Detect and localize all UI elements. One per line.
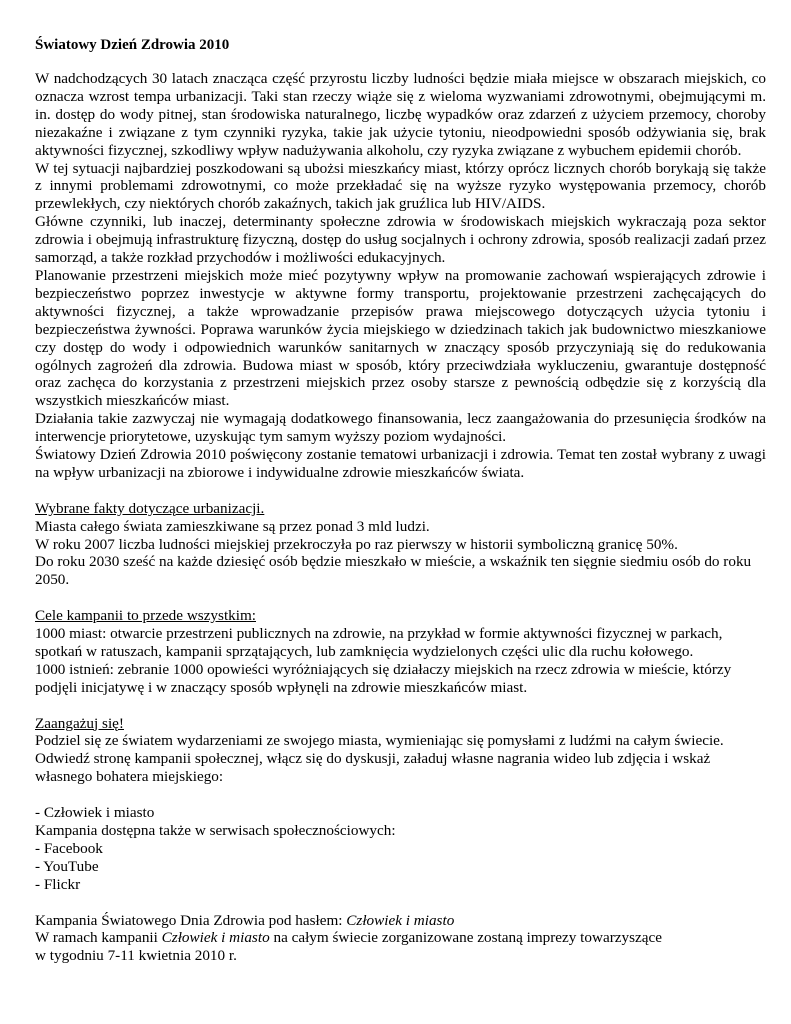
spacer — [35, 482, 766, 500]
closing-prefix: W ramach kampanii — [35, 929, 162, 947]
closing-prefix: Kampania Światowego Dnia Zdrowia pod hasłem: — [35, 911, 347, 929]
social-item-youtube: - YouTube — [35, 857, 99, 875]
closing-line-slogan — [35, 912, 766, 930]
goal-item: 1000 miast: otwarcie przestrzeni publicznych na zdrowie, na przykład w formie aktywności fizycznej w parkach, spotkań w ratuszach, kampanii sprzątających, lub zamknięcia wydzielonych części ulic dla ruchu kołowego. — [35, 625, 723, 660]
spacer — [35, 697, 766, 715]
closing-suffix: na całym świecie zorganizowane zostaną imprezy towarzyszące — [269, 929, 662, 947]
document-title: Światowy Dzień Zdrowia 2010 — [35, 37, 230, 53]
paragraph-world-health-day: Światowy Dzień Zdrowia 2010 poświęcony zostanie tematowi urbanizacji i zdrowia. Temat ten został wybrany z uwagi na wpływ urbanizacji na zbiorowe i indywidualne zdrowie mieszkańców świata. — [35, 446, 766, 481]
engage-text: Podziel się ze światem wydarzeniami ze swojego miasta, wymieniając się pomysłami z ludźmi na całym świecie. Odwiedź stronę kampanii społecznej, włącz się do dyskusji, załaduj własne nagrania wideo lub zdjęcia i wskaż własnego bohatera miejskiego: — [35, 732, 724, 786]
social-item-flickr: - Flickr — [35, 875, 81, 893]
closing-line-dates: w tygodniu 7-11 kwietnia 2010 r. — [35, 947, 237, 965]
spacer — [35, 894, 766, 912]
spacer — [35, 786, 766, 804]
engage-heading: Zaangażuj się! — [35, 714, 124, 732]
slogan-text: Człowiek i miasto — [346, 911, 455, 929]
paragraph-urban-planning: Planowanie przestrzeni miejskich może mieć pozytywny wpływ na promowanie zachowań wspierających zdrowie i bezpieczeństwo poprzez inwestycje w aktywne formy transportu, projektowanie przestrzeni zachęcających do aktywności fizycznej, a także wprowadzanie przepisów prawa miejscowego dotyczących użycia tytoniu i bezpieczeństwa żywności. Poprawa warunków życia miejskiego w dziedzinach takich jak budownictwo mieszkaniowe czy dostęp do wody i odpowiednich warunków sanitarnych w znaczący sposób przyczyniają się do redukowania ogólnych zagrożeń dla zdrowia. Budowa miast w sposób, który przeciwdziała wykluczeniu, gwarantuje dostępność oraz zachęca do korzystania z przestrzeni miejskich przez osoby starsze z pewnością odbędzie się z korzyścią dla wszystkich mieszkańców miast. — [35, 266, 766, 410]
campaign-link-item: - Człowiek i miasto — [35, 804, 155, 822]
spacer — [35, 589, 766, 607]
fact-item: W roku 2007 liczba ludności miejskiej przekroczyła po raz pierwszy w historii symboliczną granicę 50%. — [35, 535, 678, 553]
social-item-facebook: - Facebook — [35, 839, 103, 857]
paragraph-financing: Działania takie zazwyczaj nie wymagają dodatkowego finansowania, lecz zaangażowania do przesunięcia środków na interwencje priorytetowe, uzyskując tym samym wyższy poziom wydajności. — [35, 410, 766, 446]
fact-item: Miasta całego świata zamieszkiwane są przez ponad 3 mld ludzi. — [35, 517, 430, 535]
goal-item: 1000 istnień: zebranie 1000 opowieści wyróżniających się działaczy miejskich na rzecz zdrowia w mieście, którzy podjęli inicjatywę i w znaczący sposób wpłynęli na zdrowie mieszkańców miast. — [35, 660, 732, 696]
social-intro: Kampania dostępna także w serwisach społecznościowych: — [35, 822, 396, 839]
paragraph-poor-residents: W tej sytuacji najbardziej poszkodowani są ubożsi mieszkańcy miast, którzy oprócz licznych chorób borykają się także z innymi problemami zdrowotnymi, co może przekładać się na wyższe ryzyko występowania przemocy, chorób przewlekłych, czy niektórych chorób zakaźnych, takich jak gruźlica lub HIV/AIDS. — [35, 159, 766, 213]
goals-heading: Cele kampanii to przede wszystkim: — [35, 607, 257, 625]
paragraph-urbanization-intro: W nadchodzących 30 latach znacząca część przyrostu liczby ludności będzie miała miejsce w obszarach miejskich, co oznacza wzrost tempa urbanizacji. Taki stan rzeczy wiąże się z wieloma wyzwaniami zdrowotnymi, obejmującymi m. in. dostęp do wody pitnej, stan środowiska naturalnego, liczbę wypadków oraz zdarzeń z użyciem przemocy, choroby niezakaźne i związane z tym czynniki ryzyka, takie jak użycie tytoniu, nieodpowiedni sposób odżywiania się, brak aktywności fizycznej, szkodliwy wpływ nadużywania alkoholu, czy ryzyka związane z wybuchem epidemii chorób. — [35, 70, 766, 159]
document-page — [35, 36, 766, 965]
slogan-text: Człowiek i miasto — [161, 929, 270, 947]
facts-heading: Wybrane fakty dotyczące urbanizacji. — [35, 499, 265, 517]
paragraph-determinants: Główne czynniki, lub inaczej, determinanty społeczne zdrowia w środowiskach miejskich wykraczają poza sektor zdrowia i obejmują infrastrukturę fizyczną, dostęp do usług socjalnych i ochrony zdrowia, sposób realizacji zadań przez samorząd, a także rozkład przychodów i możliwości edukacyjnych. — [35, 213, 766, 267]
closing-line-events — [35, 929, 766, 947]
fact-item: Do roku 2030 sześć na każde dziesięć osób będzie mieszkało w mieście, a wskaźnik ten sięgnie siedmiu osób do roku 2050. — [35, 553, 752, 589]
